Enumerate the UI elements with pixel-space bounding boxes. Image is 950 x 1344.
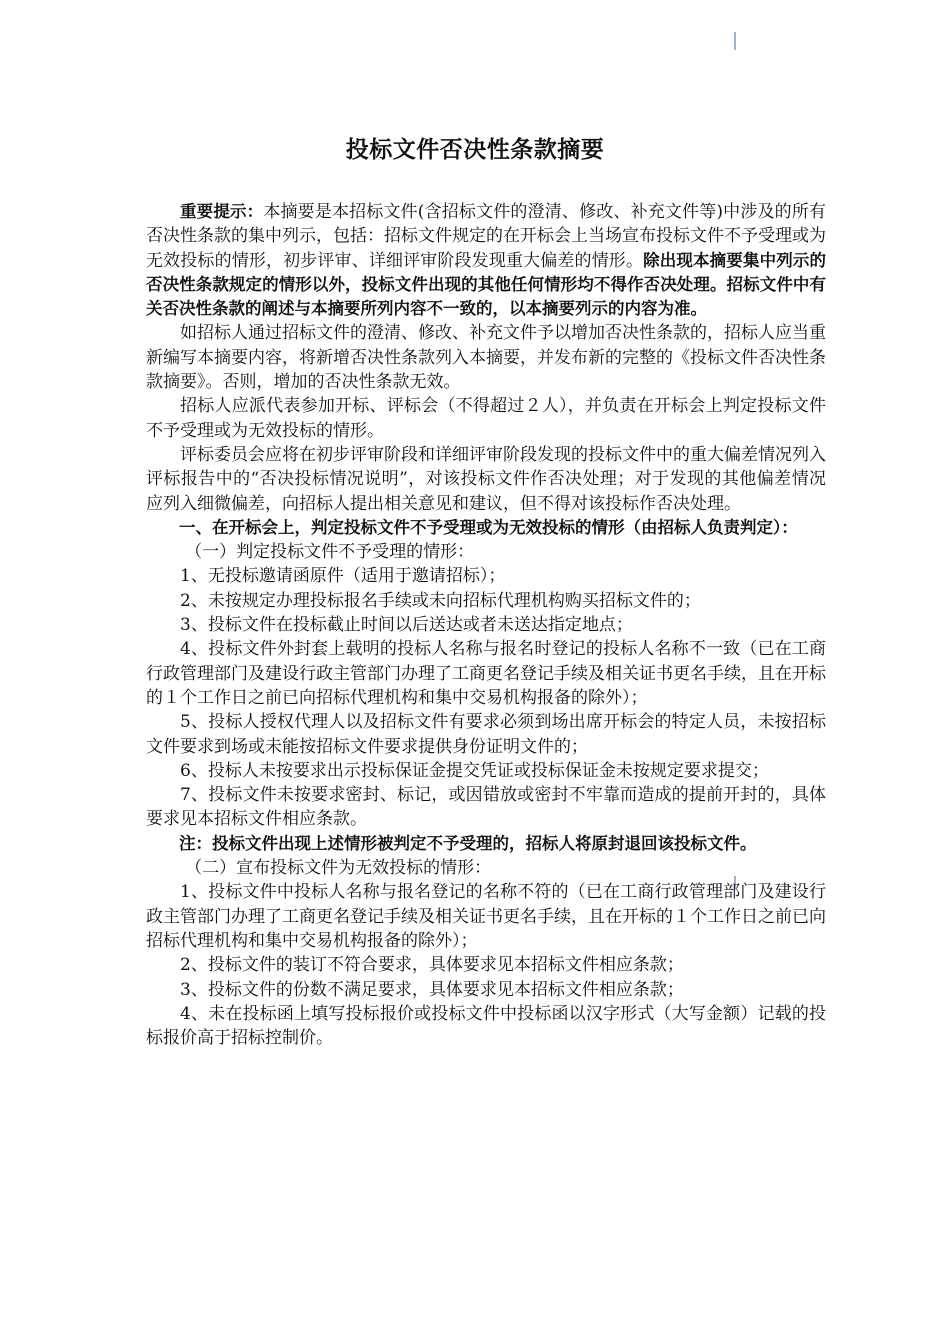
paragraph: 评标委员会应将在初步评审阶段和详细评审阶段发现的投标文件中的重大偏差情况列入评标报告中的“否决投标情况说明”，对该投标文件作否决处理；对于发现的其他偏差情况应列入细微偏差，向招标人提出相关意见和建议，但不得对该投标作否决处理。	[146, 444, 826, 514]
list-item: 1、投标文件中投标人名称与报名登记的名称不符的（已在工商行政管理部门及建设行政主管部门办理了工商更名登记手续及相关证书更名手续，且在开标的１个工作日之前已向招标代理机构和集中交易机构报备的除外）；	[146, 882, 826, 951]
subsection-heading: （一）判定投标文件不予受理的情形：	[185, 542, 475, 563]
paragraph: 招标人应派代表参加开标、评标会（不得超过２人），并负责在开标会上判定投标文件不予受理或为无效投标的情形。	[146, 396, 826, 441]
intro-text: 本摘要是本招标文件(含招标文件的澄清、修改、补充文件等)中涉及的所有否决性条款的集中列示，包括：招标文件规定的在开标会上当场宣布投标文件不予受理或为无效投标的情形，初步评审、详细评审阶段发现重大偏差的情形。	[146, 202, 827, 271]
edit-marker	[734, 32, 736, 50]
list-item: 7、投标文件未按要求密封、标记，或因错放或密封不牢靠而造成的提前开封的，具体要求见本招标文件相应条款。	[146, 785, 826, 830]
intro-bold-text: 除出现本摘要集中列示的否决性条款规定的情形以外，投标文件出现的其他任何情形均不得作否决处理。招标文件中有关否决性条款的阐述与本摘要所列内容不一致的，以本摘要列示的内容为准。	[146, 250, 827, 319]
list-item: 3、投标文件的份数不满足要求，具体要求见本招标文件相应条款；	[180, 979, 684, 1000]
intro-label: 重要提示：	[180, 202, 264, 221]
paragraph: 如招标人通过招标文件的澄清、修改、补充文件予以增加否决性条款的，招标人应当重新编写本摘要内容，将新增否决性条款列入本摘要，并发布新的完整的《投标文件否决性条款摘要》。否则，增加的否决性条款无效。	[146, 323, 826, 393]
list-item: 4、未在投标函上填写投标报价或投标文件中投标函以汉字形式（大写金额）记载的投标报价高于招标控制价。	[146, 1003, 826, 1049]
note: 注：投标文件出现上述情形被判定不予受理的，招标人将原封退回该投标文件。	[179, 833, 757, 853]
list-item: 6、投标人未按要求出示投标保证金提交凭证或投标保证金未按规定要求提交；	[180, 760, 769, 781]
section-heading: 一、在开标会上，判定投标文件不予受理或为无效投标的情形（由招标人负责判定）：	[179, 517, 798, 537]
intro-paragraph	[146, 200, 826, 321]
list-item: 1、无投标邀请函原件（适用于邀请招标）；	[180, 566, 506, 587]
subsection-heading: （二）宣布投标文件为无效投标的情形：	[185, 858, 492, 879]
list-item: 5、投标人授权代理人以及招标文件有要求必须到场出席开标会的特定人员，未按招标文件要求到场或未能按招标文件要求提供身份证明文件的；	[146, 712, 826, 757]
list-item: 2、未按规定办理投标报名手续或未向招标代理机构购买招标文件的；	[180, 590, 701, 611]
list-item: 2、投标文件的装订不符合要求，具体要求见本招标文件相应条款；	[180, 955, 684, 976]
list-item: 3、投标文件在投标截止时间以后送达或者未送达指定地点；	[180, 615, 633, 636]
list-item: 4、投标文件外封套上载明的投标人名称与报名时登记的投标人名称不一致（已在工商行政管理部门及建设行政主管部门办理了工商更名登记手续及相关证书更名手续，且在开标的１个工作日之前已向招标代理机构和集中交易机构报备的除外）；	[146, 639, 826, 708]
page-title: 投标文件否决性条款摘要	[345, 137, 605, 163]
document-body	[146, 200, 826, 1050]
